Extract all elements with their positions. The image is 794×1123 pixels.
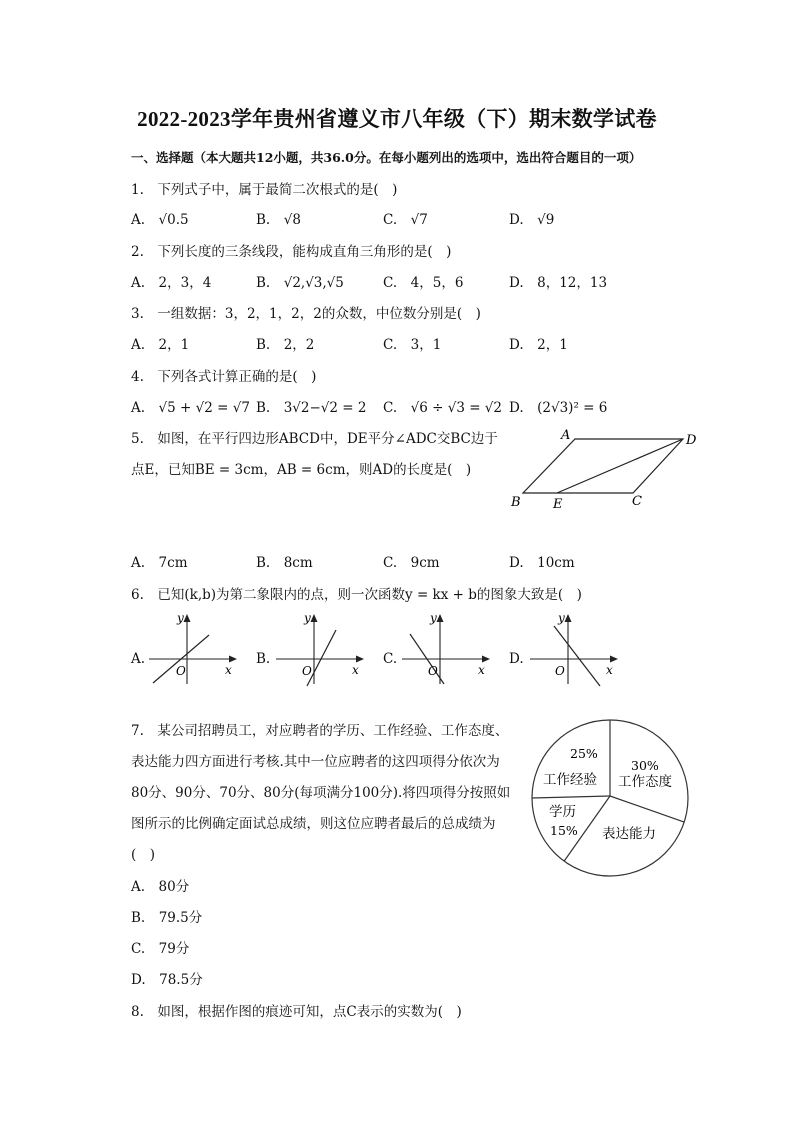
page-title: 2022-2023学年贵州省遵义市八年级（下）期末数学试卷 — [137, 107, 657, 131]
pie-label-experience: 工作经验 — [543, 772, 597, 788]
y-axis-label: y — [177, 611, 184, 625]
q6-graph-d — [526, 608, 626, 688]
q7-option-d: D. 78.5分 — [131, 972, 203, 988]
q6-graph-a — [145, 608, 245, 688]
q3-option-a: A. 2，1 — [131, 337, 190, 353]
q2-option-d: D. 8，12，13 — [509, 275, 608, 291]
q5-option-b: B. 8cm — [256, 555, 313, 571]
y-axis-label: y — [304, 611, 311, 625]
q4-option-a: A. √5 + √2 = √7 — [131, 400, 250, 416]
question-7-line1: 7. 某公司招聘员工，对应聘者的学历、工作经验、工作态度、 — [131, 723, 509, 739]
q7-option-a: A. 80分 — [131, 879, 190, 895]
q5-option-d: D. 10cm — [509, 555, 575, 571]
parallelogram-figure — [505, 425, 705, 515]
x-axis-label: x — [606, 663, 613, 677]
q5-option-a: A. 7cm — [131, 555, 188, 571]
q6-option-d-label: D. — [509, 651, 524, 667]
q2-option-c: C. 4，5，6 — [383, 275, 464, 291]
q1-option-b: B. √8 — [256, 212, 301, 228]
pie-label-education: 学历 — [549, 804, 576, 820]
q3-option-c: C. 3，1 — [383, 337, 442, 353]
origin-label: O — [302, 664, 312, 678]
q3-option-b: B. 2，2 — [256, 337, 315, 353]
y-axis-label: y — [430, 611, 437, 625]
origin-label: O — [555, 664, 565, 678]
x-axis-label: x — [478, 663, 485, 677]
x-axis-label: x — [352, 663, 359, 677]
q2-option-a: A. 2，3，4 — [131, 275, 212, 291]
q1-option-d: D. √9 — [509, 212, 555, 228]
q4-option-d: D. (2√3)² = 6 — [509, 400, 608, 416]
question-6-stem: 6. 已知(k,b)为第二象限内的点，则一次函数y = kx + b的图象大致是( ) — [131, 587, 582, 603]
q6-option-a-label: A. — [131, 651, 146, 667]
label-e: E — [553, 497, 563, 512]
question-8-stem: 8. 如图，根据作图的痕迹可知，点C表示的实数为( ) — [131, 1004, 462, 1020]
label-b: B — [511, 495, 521, 510]
q6-graph-c — [398, 608, 498, 688]
pie-label-expression: 表达能力 — [602, 826, 656, 842]
x-axis-label: x — [225, 663, 232, 677]
question-2-stem: 2. 下列长度的三条线段，能构成直角三角形的是( ) — [131, 244, 452, 260]
label-d: D — [686, 433, 697, 448]
q1-option-c: C. √7 — [383, 212, 428, 228]
q6-graph-b — [272, 608, 372, 688]
question-5-stem-line2: 点E，已知BE = 3cm，AB = 6cm，则AD的长度是( ) — [131, 462, 472, 478]
pie-label-attitude: 工作态度 — [618, 774, 672, 790]
section-heading: 一、选择题（本大题共12小题，共36.0分。在每小题列出的选项中，选出符合题目的一项） — [131, 150, 642, 165]
question-3-stem: 3. 一组数据：3，2，1，2，2的众数，中位数分别是( ) — [131, 306, 481, 322]
q7-option-b: B. 79.5分 — [131, 910, 203, 926]
q6-option-c-label: C. — [383, 651, 398, 667]
pie-label-education-percent: 15% — [550, 823, 578, 838]
y-axis-label: y — [558, 611, 565, 625]
label-c: C — [632, 494, 642, 509]
question-4-stem: 4. 下列各式计算正确的是( ) — [131, 369, 317, 385]
label-a: A — [561, 428, 571, 443]
question-7-line5: ( ) — [131, 847, 156, 863]
parallelogram-abcd — [523, 439, 683, 493]
question-7-line2: 表达能力四方面进行考核.其中一位应聘者的这四项得分依次为 — [131, 754, 500, 770]
q7-pie-chart — [530, 718, 700, 880]
question-7-line3: 80分、90分、70分、80分(每项满分100分).将四项得分按照如 — [131, 785, 511, 801]
q7-option-c: C. 79分 — [131, 941, 190, 957]
q3-option-d: D. 2，1 — [509, 337, 568, 353]
q1-option-a: A. √0.5 — [131, 212, 189, 228]
q5-option-c: C. 9cm — [383, 555, 440, 571]
question-5-stem-line1: 5. 如图，在平行四边形ABCD中，DE平分∠ADC交BC边于 — [131, 431, 498, 447]
question-1-stem: 1. 下列式子中，属于最简二次根式的是( ) — [131, 182, 398, 198]
question-7-line4: 图所示的比例确定面试总成绩，则这位应聘者最后的总成绩为 — [131, 816, 496, 832]
segment-de — [557, 439, 683, 493]
q2-option-b: B. √2,√3,√5 — [256, 275, 344, 291]
q4-option-c: C. √6 ÷ √3 = √2 — [383, 400, 503, 416]
origin-label: O — [176, 664, 186, 678]
pie-label-attitude-percent: 30% — [631, 758, 659, 773]
origin-label: O — [428, 664, 438, 678]
q4-option-b: B. 3√2−√2 = 2 — [256, 400, 367, 416]
pie-label-experience-percent: 25% — [570, 746, 598, 761]
q6-option-b-label: B. — [256, 651, 271, 667]
